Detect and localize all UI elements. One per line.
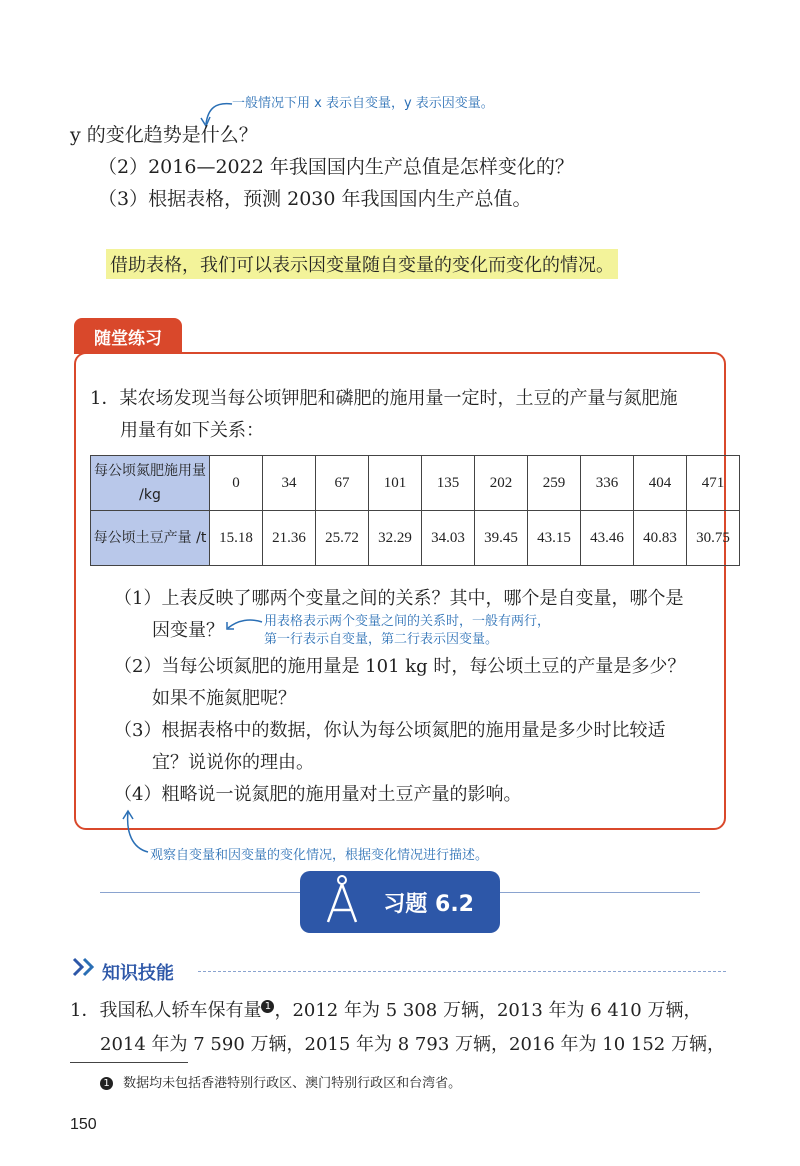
sub-question-2-line-2: 如果不施氮肥呢？ bbox=[152, 688, 296, 709]
table-cell: 43.15 bbox=[528, 511, 581, 566]
question-2: （2）2016—2022 年我国国内生产总值是怎样变化的？ bbox=[98, 156, 574, 178]
exercise-1-line-1 bbox=[70, 996, 701, 1022]
section-title-rule bbox=[198, 971, 726, 972]
chevron-right-icon bbox=[70, 953, 100, 983]
page-number: 150 bbox=[70, 1116, 97, 1133]
margin-note-table-2: 第一行表示自变量，第二行表示因变量。 bbox=[264, 632, 499, 647]
table-cell: 135 bbox=[422, 456, 475, 511]
compass-icon bbox=[318, 870, 366, 930]
table-cell: 34 bbox=[263, 456, 316, 511]
table-row-fertilizer bbox=[91, 456, 740, 511]
key-point-highlight: 借助表格，我们可以表示因变量随自变量的变化而变化的情况。 bbox=[106, 249, 618, 279]
margin-note-table-1: 用表格表示两个变量之间的关系时，一般有两行， bbox=[264, 614, 551, 629]
table-cell: 39.45 bbox=[475, 511, 528, 566]
table-cell: 21.36 bbox=[263, 511, 316, 566]
table-row-yield bbox=[91, 511, 740, 566]
footnote-marker: 1 bbox=[100, 1077, 113, 1090]
exercise-banner-title: 习题 6.2 bbox=[383, 891, 474, 917]
footnote-text: 数据均未包括香港特别行政区、澳门特别行政区和台湾省。 bbox=[123, 1076, 462, 1091]
problem-1-line-1: 1．某农场发现当每公顷钾肥和磷肥的施用量一定时，土豆的产量与氮肥施 bbox=[90, 388, 678, 409]
exercise-1-text-rest: ，2012 年为 5 308 万辆，2013 年为 6 410 万辆， bbox=[274, 1000, 702, 1021]
sub-question-1-line-1: （1）上表反映了哪两个变量之间的关系？其中，哪个是自变量，哪个是 bbox=[114, 588, 684, 609]
exercise-1-text: 1．我国私人轿车保有量 bbox=[70, 1000, 262, 1021]
sub-question-1-line-2: 因变量？ bbox=[152, 620, 224, 641]
table-cell: 0 bbox=[210, 456, 263, 511]
table-cell: 336 bbox=[581, 456, 634, 511]
question-3: （3）根据表格，预测 2030 年我国国内生产总值。 bbox=[98, 188, 532, 210]
table-cell: 202 bbox=[475, 456, 528, 511]
exercise-1-line-2: 2014 年为 7 590 万辆，2015 年为 8 793 万辆，2016 年为 10 152 万辆， bbox=[100, 1034, 725, 1055]
table-header-fertilizer: 每公顷氮肥施用量 /kg bbox=[91, 456, 210, 511]
footnote bbox=[100, 1072, 461, 1091]
sub-question-2-line-1: （2）当每公顷氮肥的施用量是 101 kg 时，每公顷土豆的产量是多少？ bbox=[114, 656, 686, 677]
question-1-tail: y 的变化趋势是什么？ bbox=[70, 124, 258, 146]
section-title: 知识技能 bbox=[102, 963, 174, 984]
table-cell: 25.72 bbox=[316, 511, 369, 566]
table-cell: 15.18 bbox=[210, 511, 263, 566]
note-arrow-icon bbox=[224, 614, 264, 634]
sub-question-3-line-2: 宜？说说你的理由。 bbox=[152, 752, 314, 773]
fertilizer-yield-table bbox=[90, 455, 740, 566]
table-cell: 67 bbox=[316, 456, 369, 511]
margin-note-observe: 观察自变量和因变量的变化情况，根据变化情况进行描述。 bbox=[150, 848, 489, 863]
table-cell: 40.83 bbox=[634, 511, 687, 566]
table-cell: 101 bbox=[369, 456, 422, 511]
table-cell: 30.75 bbox=[687, 511, 740, 566]
table-header-yield: 每公顷土豆产量 /t bbox=[91, 511, 210, 566]
footnote-reference: 1 bbox=[261, 1000, 274, 1013]
table-cell: 43.46 bbox=[581, 511, 634, 566]
sub-question-3-line-1: （3）根据表格中的数据，你认为每公顷氮肥的施用量是多少时比较适 bbox=[114, 720, 666, 741]
margin-note-variables: 一般情况下用 x 表示自变量，y 表示因变量。 bbox=[232, 96, 494, 111]
practice-tab: 随堂练习 bbox=[74, 318, 182, 354]
problem-1-line-2: 用量有如下关系： bbox=[120, 420, 264, 441]
table-cell: 34.03 bbox=[422, 511, 475, 566]
table-cell: 259 bbox=[528, 456, 581, 511]
table-cell: 32.29 bbox=[369, 511, 422, 566]
footnote-divider bbox=[70, 1062, 188, 1063]
table-cell: 404 bbox=[634, 456, 687, 511]
note-arrow-icon bbox=[120, 808, 150, 858]
table-cell: 471 bbox=[687, 456, 740, 511]
sub-question-4: （4）粗略说一说氮肥的施用量对土豆产量的影响。 bbox=[114, 784, 522, 805]
